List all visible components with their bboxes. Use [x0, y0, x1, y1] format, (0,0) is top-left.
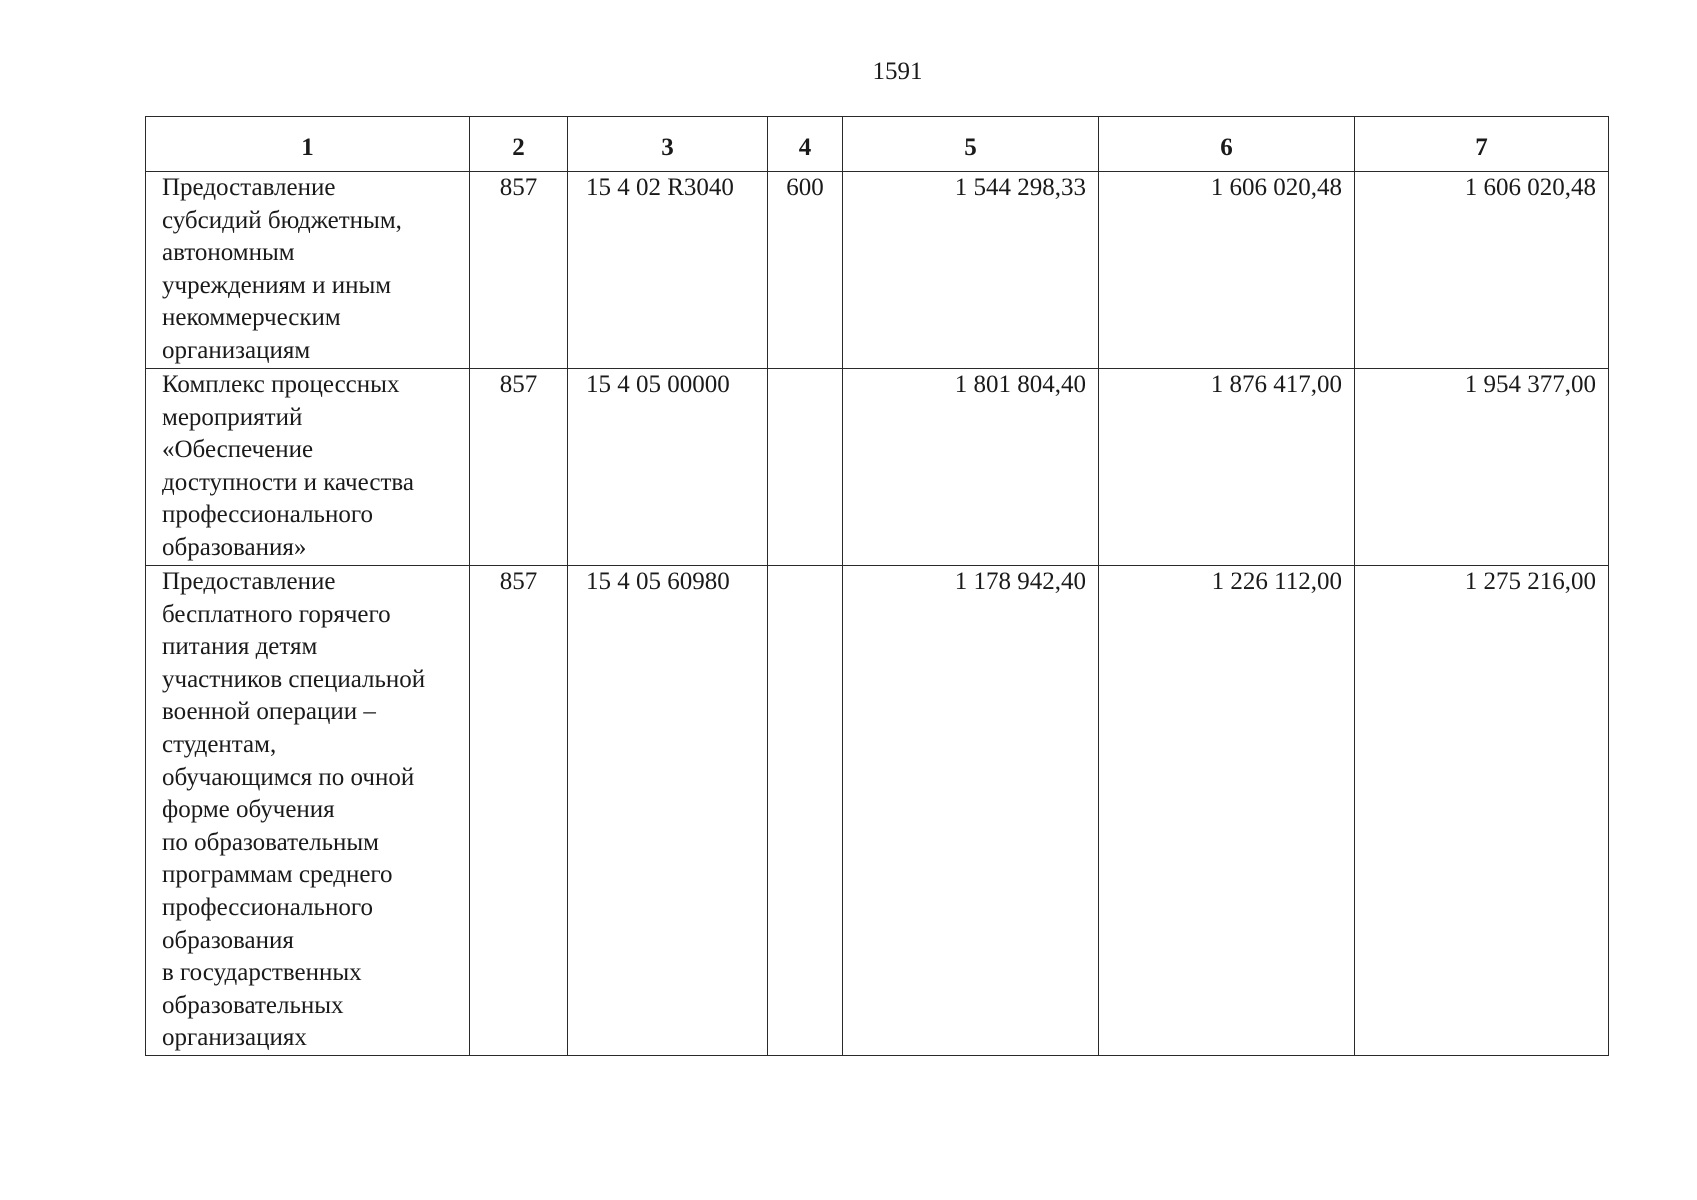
row-name-line: обучающимся по очной — [162, 763, 415, 791]
row-amount-col6: 1 606 020,48 — [1099, 172, 1355, 369]
row-name-line: образования» — [162, 533, 307, 561]
row-target-code: 15 4 05 00000 — [568, 369, 768, 566]
row-name-line: бесплатного горячего — [162, 600, 391, 628]
row-name-line: Комплекс процессных — [162, 371, 400, 398]
row-amount-col7: 1 275 216,00 — [1355, 566, 1609, 1056]
row-name-line: учреждениям и иным — [162, 271, 392, 299]
header-row — [146, 117, 1609, 172]
row-name-line: военной операции – — [162, 698, 376, 726]
row-target-code: 15 4 05 60980 — [568, 566, 768, 1056]
table-row — [146, 566, 1609, 1056]
row-name-line: Предоставление — [162, 174, 336, 201]
row-name-line: некоммерческим — [162, 304, 341, 332]
row-expense-type — [768, 369, 843, 566]
row-name-line: по образовательным — [162, 828, 379, 856]
row-name-line: образовательных — [162, 991, 344, 1019]
row-name-line: «Обеспечение — [162, 436, 314, 464]
row-name-line: студентам, — [162, 730, 277, 758]
row-name-line: в государственных — [162, 959, 362, 987]
row-expense-type — [768, 566, 843, 1056]
row-name-line: Предоставление — [162, 568, 336, 595]
table-row — [146, 369, 1609, 566]
row-name-line: организациях — [162, 1024, 307, 1052]
row-name-line: питания детям — [162, 633, 318, 661]
row-name-line: профессионального — [162, 501, 373, 529]
row-name-cell — [146, 369, 470, 566]
row-name-line: профессионального — [162, 893, 373, 921]
row-amount-col6: 1 226 112,00 — [1099, 566, 1355, 1056]
row-name-line: образования — [162, 926, 294, 954]
row-ministry-code: 857 — [470, 369, 568, 566]
row-name-line: автономным — [162, 239, 295, 267]
row-ministry-code: 857 — [470, 566, 568, 1056]
header-col-4: 4 — [768, 117, 843, 172]
header-col-2: 2 — [470, 117, 568, 172]
row-name-line: субсидий бюджетным, — [162, 206, 402, 234]
row-expense-type: 600 — [768, 172, 843, 369]
row-name-line: организациям — [162, 336, 311, 364]
budget-table — [145, 116, 1609, 1056]
row-name-line: участников специальной — [162, 665, 426, 693]
row-name-cell — [146, 172, 470, 369]
row-amount-col5: 1 178 942,40 — [843, 566, 1099, 1056]
row-name-line: мероприятий — [162, 403, 303, 431]
row-name-line: программам среднего — [162, 861, 393, 889]
row-amount-col6: 1 876 417,00 — [1099, 369, 1355, 566]
row-name-cell — [146, 566, 470, 1056]
header-col-3: 3 — [568, 117, 768, 172]
row-amount-col7: 1 606 020,48 — [1355, 172, 1609, 369]
page-number: 1591 — [872, 58, 923, 85]
table-row — [146, 172, 1609, 369]
row-amount-col5: 1 801 804,40 — [843, 369, 1099, 566]
row-target-code: 15 4 02 R3040 — [568, 172, 768, 369]
row-amount-col5: 1 544 298,33 — [843, 172, 1099, 369]
row-amount-col7: 1 954 377,00 — [1355, 369, 1609, 566]
header-col-5: 5 — [843, 117, 1099, 172]
row-name-line: доступности и качества — [162, 468, 414, 496]
header-col-7: 7 — [1355, 117, 1609, 172]
header-col-1: 1 — [146, 117, 470, 172]
row-ministry-code: 857 — [470, 172, 568, 369]
header-col-6: 6 — [1099, 117, 1355, 172]
row-name-line: форме обучения — [162, 796, 335, 824]
